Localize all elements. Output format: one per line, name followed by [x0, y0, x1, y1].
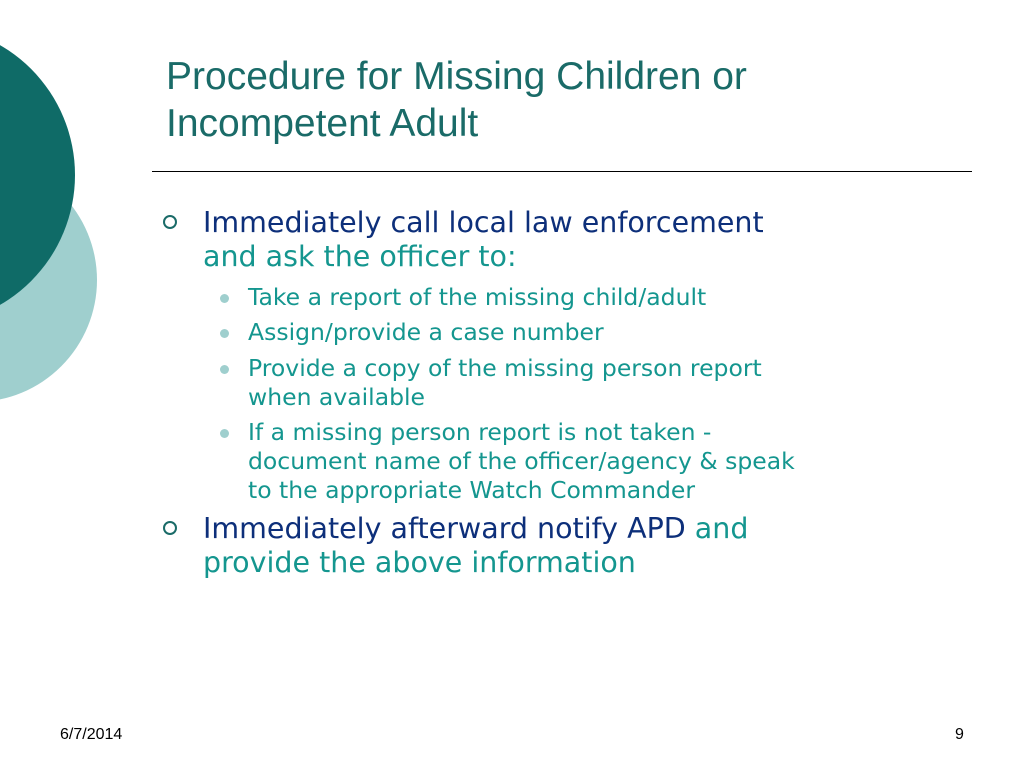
filled-dot-bullet-icon: [220, 365, 229, 374]
sub-bullet-line: Take a report of the missing child/adult: [248, 283, 707, 311]
slide-number: 9: [955, 726, 964, 743]
hollow-circle-bullet-icon: [163, 521, 177, 535]
sub-bullet-item: [248, 418, 795, 505]
bullet-text: Immediately afterward notify APD: [203, 512, 686, 545]
hollow-circle-bullet-icon: [163, 215, 177, 229]
bullet-item: [203, 206, 764, 274]
footer-date: 6/7/2014: [60, 726, 123, 743]
slide-title: [166, 53, 986, 147]
bullet-line: [203, 546, 748, 580]
bullet-text: Immediately call local law enforcement: [203, 206, 764, 239]
bullet-text: and: [685, 512, 749, 545]
title-divider: [152, 171, 972, 172]
bullet-text: and ask the officer to:: [203, 240, 517, 273]
bullet-item: [203, 512, 748, 580]
sub-bullet-item: [248, 318, 604, 347]
decorative-circles: [0, 0, 110, 420]
bullet-line: [203, 206, 764, 240]
sub-bullet-item: [248, 283, 706, 312]
filled-dot-bullet-icon: [220, 329, 229, 338]
filled-dot-bullet-icon: [220, 294, 229, 303]
sub-bullet-line: to the appropriate Watch Commander: [248, 476, 696, 504]
bullet-line: [203, 512, 748, 546]
sub-bullet-line: If a missing person report is not taken -: [248, 418, 712, 446]
sub-bullet-line: Assign/provide a case number: [248, 318, 604, 346]
bullet-line: [203, 240, 764, 274]
title-line: Incompetent Adult: [166, 102, 479, 145]
sub-bullet-line: Provide a copy of the missing person report: [248, 354, 762, 382]
sub-bullet-line: when available: [248, 383, 426, 411]
title-line: Procedure for Missing Children or: [166, 55, 747, 98]
sub-bullet-line: document name of the officer/agency & speak: [248, 447, 795, 475]
sub-bullet-item: [248, 354, 762, 412]
bullet-text: provide the above information: [203, 546, 636, 579]
filled-dot-bullet-icon: [220, 429, 229, 438]
